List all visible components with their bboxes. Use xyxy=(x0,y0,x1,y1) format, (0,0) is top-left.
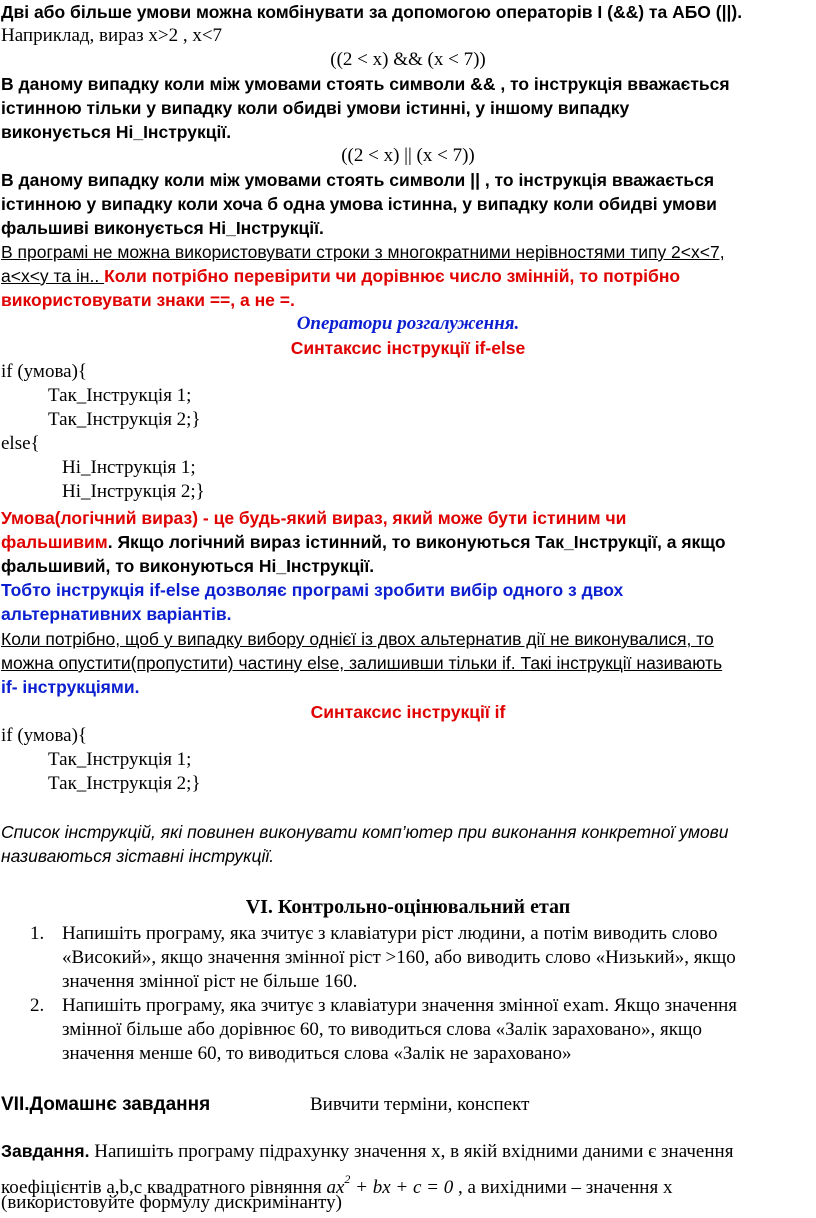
code-ifelse-2: Так_Інструкція 1; xyxy=(48,385,192,406)
heading-if: Синтаксис інструкції if xyxy=(310,702,506,722)
skip-else-1: Коли потрібно, щоб у випадку вибору однієї із двох альтернатив дії не виконувалися, то xyxy=(1,629,714,649)
formula-rest: + bx + c = 0 xyxy=(350,1177,454,1198)
skip-else-2: можна опустити(пропустити) частину else, залишивши тільки if. Такі інструкції називають xyxy=(1,653,723,673)
warn-line-2-underlined: a<x<y та ін.. xyxy=(1,266,105,286)
task-2-line-2: змінної більше або дорівнює 60, то виводиться слова «Залік зараховано», якщо xyxy=(62,1019,703,1040)
code-ifelse-6: Ні_Інструкція 2;} xyxy=(62,481,205,502)
intro-example: Наприклад, вираз х>2 , х<7 xyxy=(1,25,223,46)
heading-ifelse: Синтаксис інструкції if-else xyxy=(290,338,526,358)
task-2-line-3: значення менше 60, то виводиться слова «Залік не зараховано» xyxy=(62,1043,572,1064)
italic-note-2: називаються зіставні інструкції. xyxy=(1,846,275,866)
formula-exponent: 2 xyxy=(344,1172,351,1186)
formula-ax: ax xyxy=(326,1177,345,1198)
italic-note-1: Список інструкцій, які повинен виконувати комп’ютер при виконання конкретної умови xyxy=(1,822,729,842)
or-explain-3: фальшиві виконується Ні_Інструкції. xyxy=(1,218,324,238)
section-6-title: VI. Контрольно-оцінювальний етап xyxy=(245,896,571,918)
cond-line-3: фальшивий, то виконуються Ні_Інструкції. xyxy=(1,556,375,576)
intro-bold: Дві або більше умови можна комбінувати за допомогою операторів І (&&) та АБО (||). xyxy=(1,2,743,22)
cond-line-2-rest: . Якщо логічний вираз істинний, то виконуються Так_Інструкції, а якщо xyxy=(107,532,726,552)
code-ifelse-3: Так_Інструкція 2;} xyxy=(48,409,201,430)
and-explain-2: істинною тільки у випадку коли обидві умови істинні, у іншому випадку xyxy=(1,98,630,118)
warn-line-1: В програмі не можна використовувати строки з многократними нерівностями типу 2<x<7, xyxy=(1,242,725,262)
code-ifelse-1: if (умова){ xyxy=(1,361,88,382)
expr-or: ((2 < x) || (x < 7)) xyxy=(341,145,475,166)
code-if-3: Так_Інструкція 2;} xyxy=(48,773,201,794)
task-1-number: 1. xyxy=(30,923,45,944)
blue-note-1: Тобто інструкція if-else дозволяє програмі зробити вибір одного з двох xyxy=(1,580,624,600)
and-explain-3: виконується Ні_Інструкції. xyxy=(1,122,232,142)
cond-line-2-red: фальшивим xyxy=(1,532,108,552)
section-7-text: Вивчити терміни, конспект xyxy=(310,1094,530,1115)
task-1-line-1: Напишіть програму, яка зчитує з клавіатури ріст людини, а потім виводить слово xyxy=(62,923,718,944)
warn-line-2 xyxy=(1,264,680,288)
section-7-title: VII.Домашнє завдання xyxy=(1,1094,211,1115)
warn-line-3: використовувати знаки ==, а не =. xyxy=(1,290,295,310)
task-1-line-2: «Високий», якщо значення змінної ріст >160, або виводить слово «Низький», якщо xyxy=(62,947,736,968)
blue-note-2: альтернативних варіантів. xyxy=(1,604,232,624)
cond-line-1: Умова(логічний вираз) - це будь-який вираз, який може бути істиним чи xyxy=(1,508,627,528)
and-explain-1: В даному випадку коли між умовами стоять символи && , то інструкція вважається xyxy=(1,74,730,94)
task-2-number: 2. xyxy=(30,995,45,1016)
cond-line-2 xyxy=(1,530,726,554)
code-if-2: Так_Інструкція 1; xyxy=(48,749,192,770)
homework-line-1-text: Напишіть програму підрахунку значення х, в якій вхідними даними є значення xyxy=(89,1141,734,1162)
heading-branch: Оператори розгалуження. xyxy=(296,313,520,334)
homework-label: Завдання. xyxy=(1,1141,90,1161)
homework-line-1 xyxy=(1,1139,733,1164)
homework-line-2b: , а вихідними – значення х xyxy=(453,1177,673,1198)
homework-line-3: (використовуйте формулу дискримінанту) xyxy=(1,1192,342,1213)
code-if-1: if (умова){ xyxy=(1,725,88,746)
or-explain-2: істинною у випадку коли хоча б одна умова істинна, у випадку коли обидві умови xyxy=(1,194,717,214)
or-explain-1: В даному випадку коли між умовами стоять символи || , то інструкція вважається xyxy=(1,170,715,190)
task-2-line-1: Напишіть програму, яка зчитує з клавіатури значення змінної exam. Якщо значення xyxy=(62,995,738,1016)
warn-line-2-red: Коли потрібно перевірити чи дорівнює число змінній, то потрібно xyxy=(104,266,681,286)
homework-line-2a: коефіцієнтів a,b,c квадратного рівняння xyxy=(1,1177,327,1198)
quadratic-formula xyxy=(326,1172,454,1198)
task-1-line-3: значення змінної ріст не більше 160. xyxy=(62,971,358,992)
expr-and: ((2 < x) && (x < 7)) xyxy=(330,49,486,70)
code-ifelse-4: else{ xyxy=(1,433,40,454)
code-ifelse-5: Ні_Інструкція 1; xyxy=(62,457,196,478)
skip-else-3: if- інструкціями. xyxy=(1,677,140,697)
